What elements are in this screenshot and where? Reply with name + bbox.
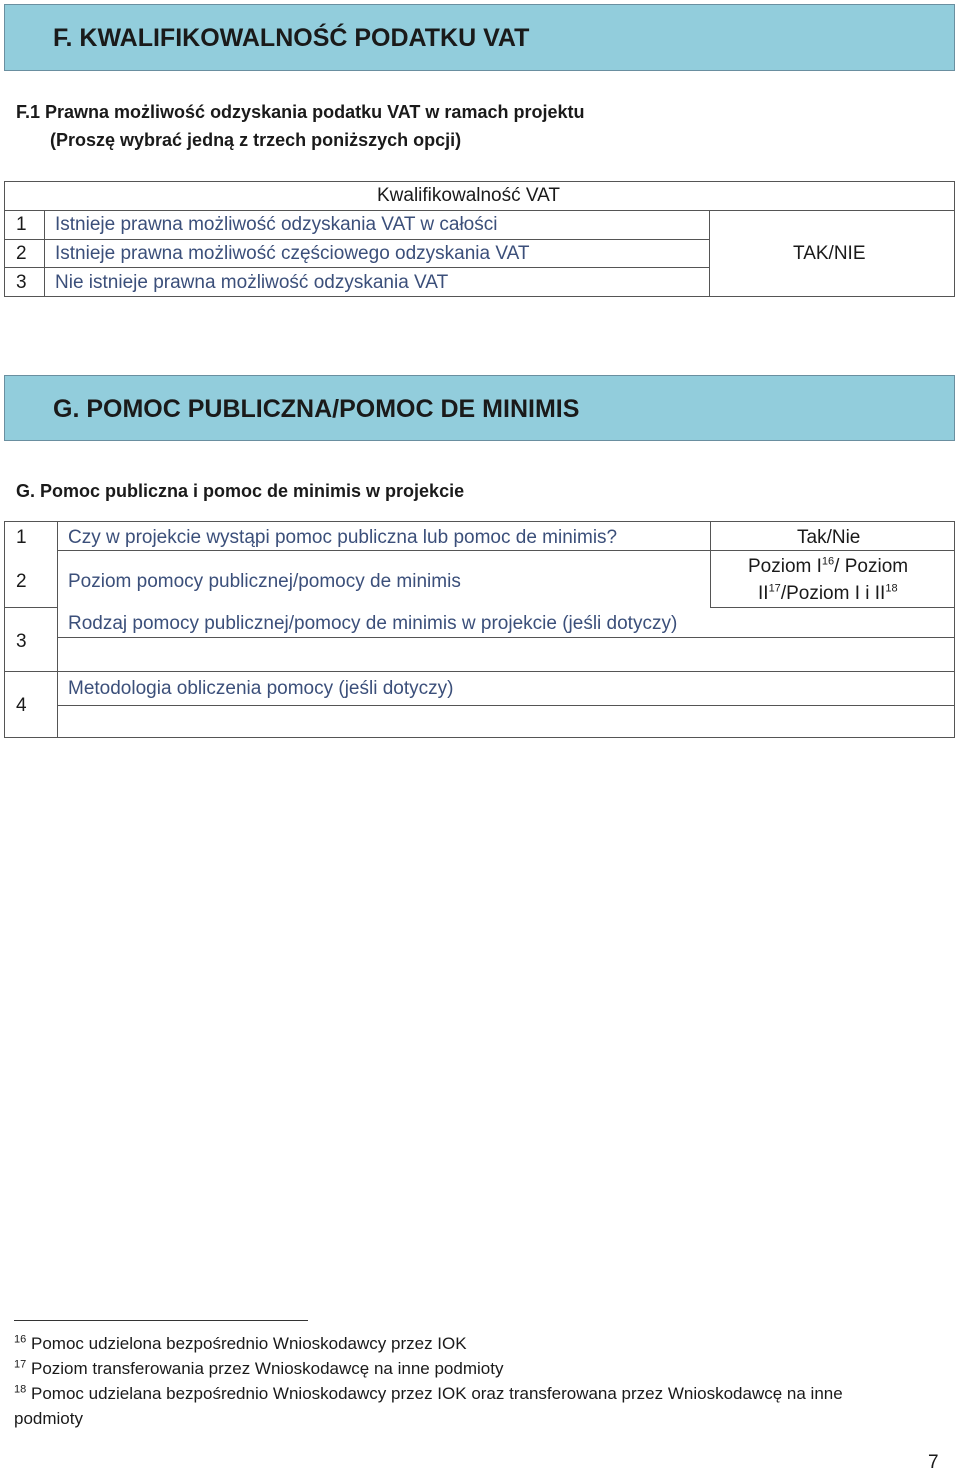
aid-level-label: Poziom pomocy publicznej/pomocy de minimis — [68, 571, 461, 592]
section-f1-instruction: (Proszę wybrać jedną z trzech poniższych opcji) — [50, 130, 462, 150]
vat-row-number: 1 — [16, 214, 27, 235]
aid-methodology-input[interactable] — [58, 706, 954, 737]
aid-level-options-line1[interactable]: Poziom $I^{16}/$ Poziom — [748, 555, 909, 577]
vat-row-number: 2 — [16, 243, 27, 264]
vat-row-number: 3 — [16, 272, 27, 293]
page-number: 7 — [928, 1452, 939, 1473]
vat-answer-field[interactable]: TAK/NIE — [793, 243, 866, 264]
aid-row-number: 1 — [16, 527, 27, 548]
footnote-separator — [14, 1320, 308, 1321]
footnote-18-continuation: podmioty — [14, 1409, 83, 1428]
aid-row-number: 4 — [16, 695, 27, 716]
section-f-title: F. KWALIFIKOWALNOŚĆ PODATKU VAT — [53, 24, 530, 52]
footnote-17: $^{17}$ Poziom transferowania przez Wnioskodawcę na inne podmioty — [14, 1358, 504, 1378]
footnote-16: $^{16}$ Pomoc udzielona bezpośrednio Wnioskodawcy przez IOK — [14, 1333, 467, 1353]
section-f1-heading: F.1 Prawna możliwość odzyskania podatku VAT w ramach projektu — [16, 102, 585, 122]
aid-row-number: 2 — [16, 571, 27, 592]
vat-table-header: Kwalifikowalność VAT — [377, 185, 561, 206]
section-g-header — [4, 375, 955, 441]
vat-option-label[interactable]: Istnieje prawna możliwość odzyskania VAT w całości — [55, 214, 498, 235]
aid-question-label: Czy w projekcie wystąpi pomoc publiczna lub pomoc de minimis? — [68, 527, 618, 548]
aid-type-label: Rodzaj pomocy publicznej/pomocy de minimis w projekcie (jeśli dotyczy) — [68, 613, 678, 634]
vat-option-label[interactable]: Nie istnieje prawna możliwość odzyskania VAT — [55, 272, 449, 293]
section-g-title: G. POMOC PUBLICZNA/POMOC DE MINIMIS — [53, 395, 580, 423]
aid-yes-no-field[interactable]: Tak/Nie — [797, 527, 861, 548]
aid-level-options-line2[interactable]: II$^{17}$/Poziom I i II$^{18}$ — [758, 582, 898, 604]
section-g-subheading: G. Pomoc publiczna i pomoc de minimis w projekcie — [16, 481, 465, 501]
vat-option-label[interactable]: Istnieje prawna możliwość częściowego odzyskania VAT — [55, 243, 530, 264]
footnote-18: $^{18}$ Pomoc udzielana bezpośrednio Wnioskodawcy przez IOK oraz transferowana przez Wnioskodawcę na inne — [14, 1383, 843, 1403]
section-f-header — [4, 4, 955, 71]
aid-row-number: 3 — [16, 631, 27, 652]
aid-type-input[interactable] — [58, 638, 954, 671]
aid-methodology-label: Metodologia obliczenia pomocy (jeśli dotyczy) — [68, 678, 454, 699]
